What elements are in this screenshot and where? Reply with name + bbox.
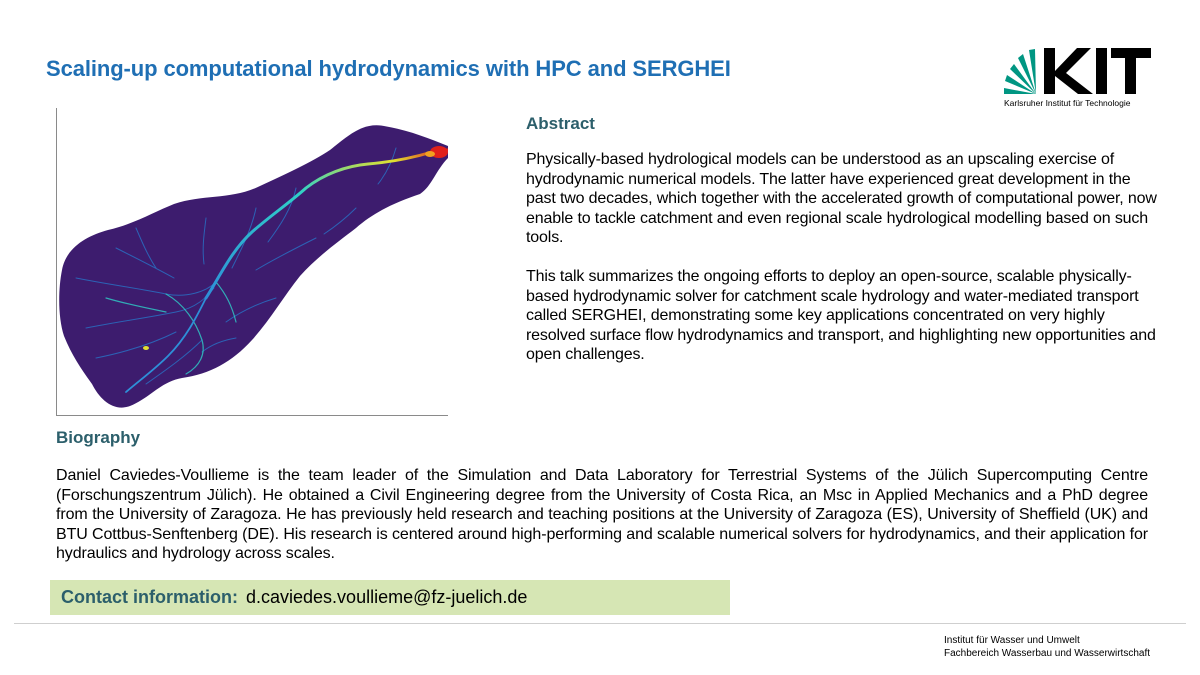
abstract-paragraph: This talk summarizes the ongoing efforts to deploy an open-source, scalable physically-based hydrodynamic solver for catchment scale hydrology and water-mediated transport called SERGHEI, demonstrating some key applications concentrated on very highly resolved surface flow hydrodynamics and transport, and highlighting new opportunities and open challenges. <box>526 268 1156 363</box>
catchment-map-figure <box>56 108 448 416</box>
contact-box <box>50 580 730 615</box>
abstract-heading: Abstract <box>526 114 595 133</box>
contact-label: Contact information <box>61 587 232 607</box>
footer-divider <box>14 623 1186 624</box>
kit-logo <box>1004 40 1154 112</box>
kit-logo-icon <box>1004 40 1154 98</box>
page-title: Scaling-up computational hydrodynamics with HPC and SERGHEI <box>46 56 731 81</box>
footer-institute: Institut für Wasser und Umwelt <box>944 635 1080 646</box>
footer-department: Fachbereich Wasserbau und Wasserwirtschaft <box>944 648 1151 659</box>
abstract-body <box>526 150 1158 384</box>
biography-body: Daniel Caviedes-Voullieme is the team leader of the Simulation and Data Laboratory for Terrestrial Systems of the Jülich Supercomputing Centre (Forschungszentrum Jülich). He obtained a Civil Engineering degree from the University of Costa Rica, an Msc in Applied Mechanics and a PhD degree from the University of Zaragoza. He has previously held research and teaching positions at the University of Zaragoza (ES), University of Sheffield (UK) and BTU Cottbus-Senftenberg (DE). His research is centered around high-performing and scalable numerical solvers for hydrodynamics, and their application for hydraulics and hydrology across scales. <box>56 467 1148 563</box>
catchment-map-icon <box>56 108 448 416</box>
abstract-paragraph: Physically-based hydrological models can be understood as an upscaling exercise of hydrodynamic numerical models. The latter have experienced great development in the past two decades, which together with the accelerated growth of computational power, now enable to tackle catchment and even regional scale hydrological modelling based on such tools. <box>526 151 1157 246</box>
biography-heading: Biography <box>56 428 141 447</box>
contact-email[interactable]: d.caviedes.voullieme@fz-juelich.de <box>246 587 528 607</box>
logo-subtitle: Karlsruher Institut für Technologie <box>1004 98 1131 108</box>
footer <box>944 634 1150 660</box>
contact-separator: : <box>232 587 238 607</box>
